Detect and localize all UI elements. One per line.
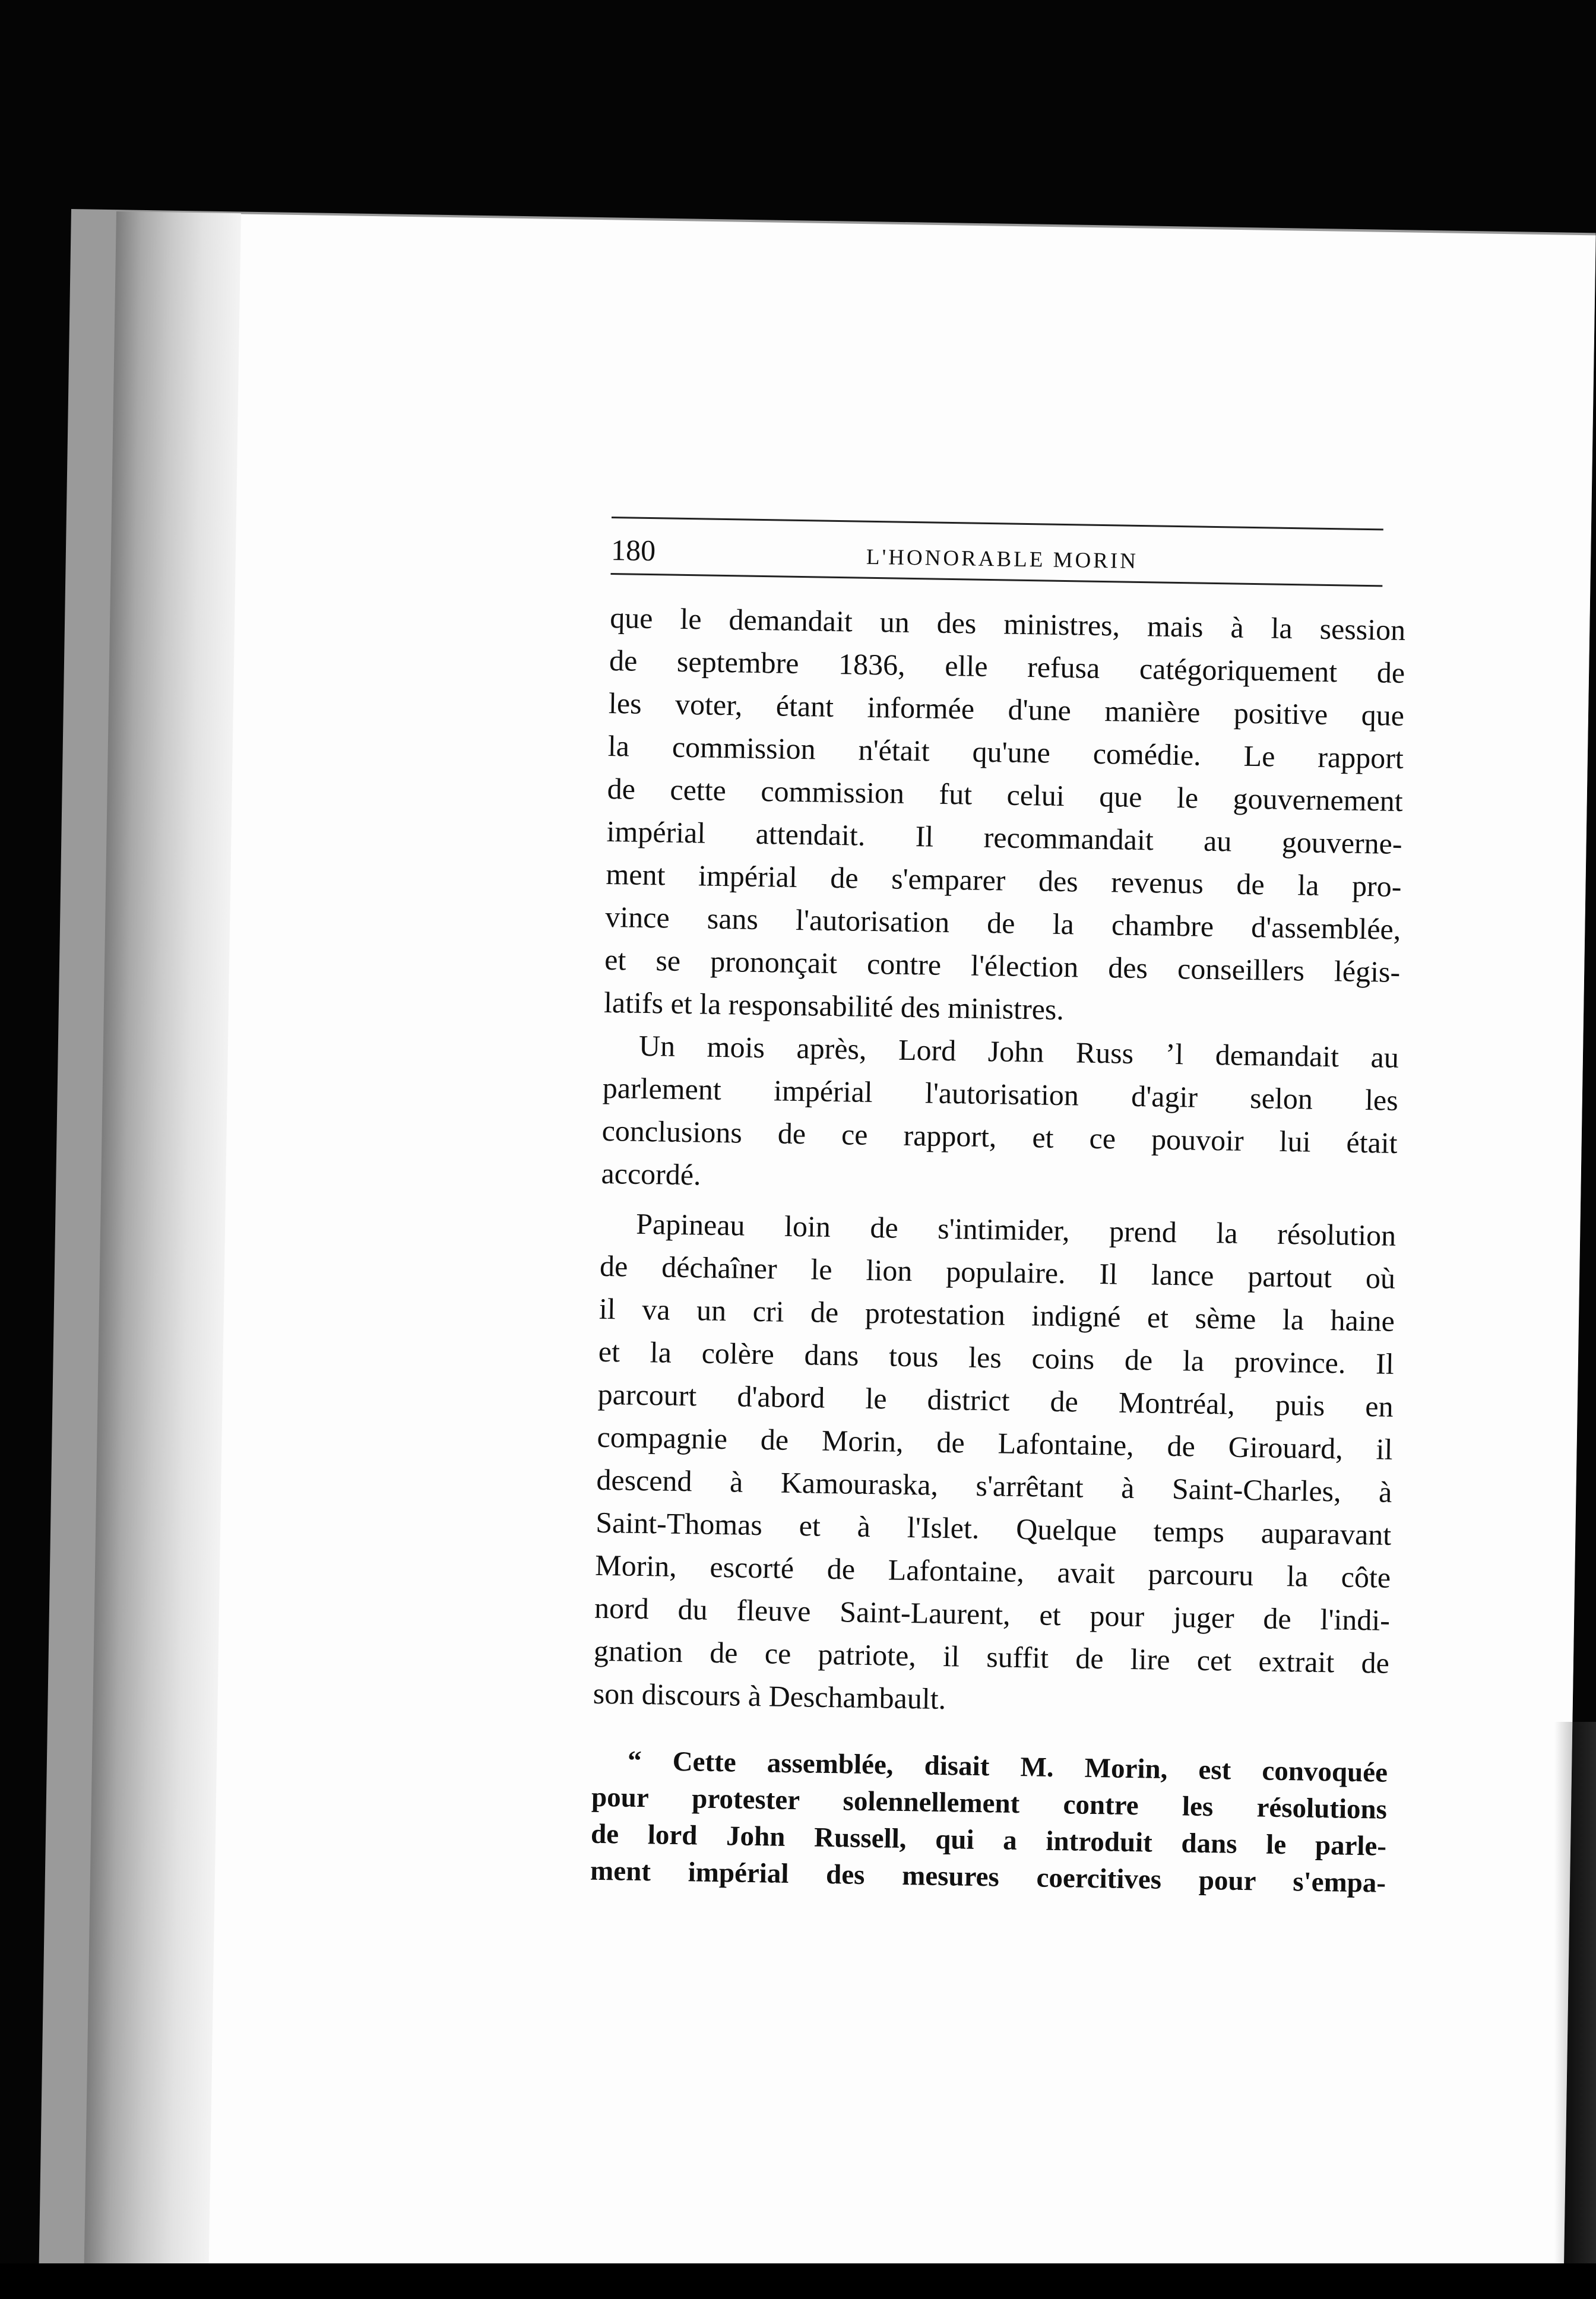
text-line: vince sans l'autorisation de la chambre d'assemblée, [604,900,1401,946]
quote-line: ment impérial des mesures coercitives pour s'empa- [590,1855,1386,1899]
text-line: de déchaîner le lion populaire. Il lance partout où [599,1249,1396,1295]
quotation-block [590,1742,1388,1902]
page-text-block [590,517,1407,1902]
text-line: les voter, étant informée d'une manière positive que [608,686,1405,733]
right-edge-shadow [1554,1722,1596,2299]
quote-line: pour protester solennellement contre les résolutions [591,1781,1388,1825]
text-line: Un mois après, Lord John Russ ’l demandait au [638,1028,1399,1074]
bottom-scanner-border [0,2263,1596,2299]
text-line: conclusions de ce rapport, et ce pouvoir lui était [601,1113,1398,1160]
text-line: son discours à Deschambault. [593,1676,946,1716]
text-line: impérial attendait. Il recommandait au gouverne- [606,814,1402,860]
body-text [593,596,1405,1727]
paragraph [601,1024,1399,1207]
text-line: et se prononçait contre l'élection des conseillers légis- [604,942,1401,989]
text-line: que le demandait un des ministres, mais à la session [609,600,1406,647]
paragraph [593,1202,1396,1727]
paragraph [604,596,1406,1036]
quote-line: “ Cette assemblée, disait M. Morin, est convoquée [627,1745,1388,1788]
page-number: 180 [610,533,656,568]
text-line: il va un cri de protestation indigné et sème la haine [598,1291,1395,1338]
text-line: Morin, escorté de Lafontaine, avait parcouru la côte [594,1548,1391,1594]
text-line: de cette commission fut celui que le gouvernement [607,771,1404,818]
text-line: latifs et la responsabilité des ministres. [603,985,1065,1027]
text-line: Papineau loin de s'intimider, prend la résolution [635,1206,1396,1252]
text-line: compagnie de Morin, de Lafontaine, de Girouard, il [597,1420,1393,1466]
text-line: et la colère dans tous les coins de la province. Il [598,1334,1395,1380]
text-line: de septembre 1836, elle refusa catégoriquement de [609,643,1405,690]
text-line: descend à Kamouraska, s'arrêtant à Saint-Charles, à [596,1462,1392,1509]
text-line: parlement impérial l'autorisation d'agir selon les [602,1071,1399,1117]
text-line: ment impérial de s'emparer des revenus de la pro- [606,857,1402,903]
text-line: nord du fleuve Saint-Laurent, et pour juger de l'indi- [594,1591,1391,1637]
text-line: gnation de ce patriote, il suffit de lire cet extrait de [593,1633,1390,1680]
text-line: Saint-Thomas et à l'Islet. Quelque temps auparavant [595,1505,1392,1551]
text-line: accordé. [601,1156,701,1192]
quote-line: de lord John Russell, qui a introduit dans le parle- [590,1818,1387,1862]
running-title: L'HONORABLE MORIN [866,544,1139,574]
text-line: la commission n'était qu'une comédie. Le rapport [607,729,1404,775]
text-line: parcourt d'abord le district de Montréal, puis en [597,1377,1394,1423]
